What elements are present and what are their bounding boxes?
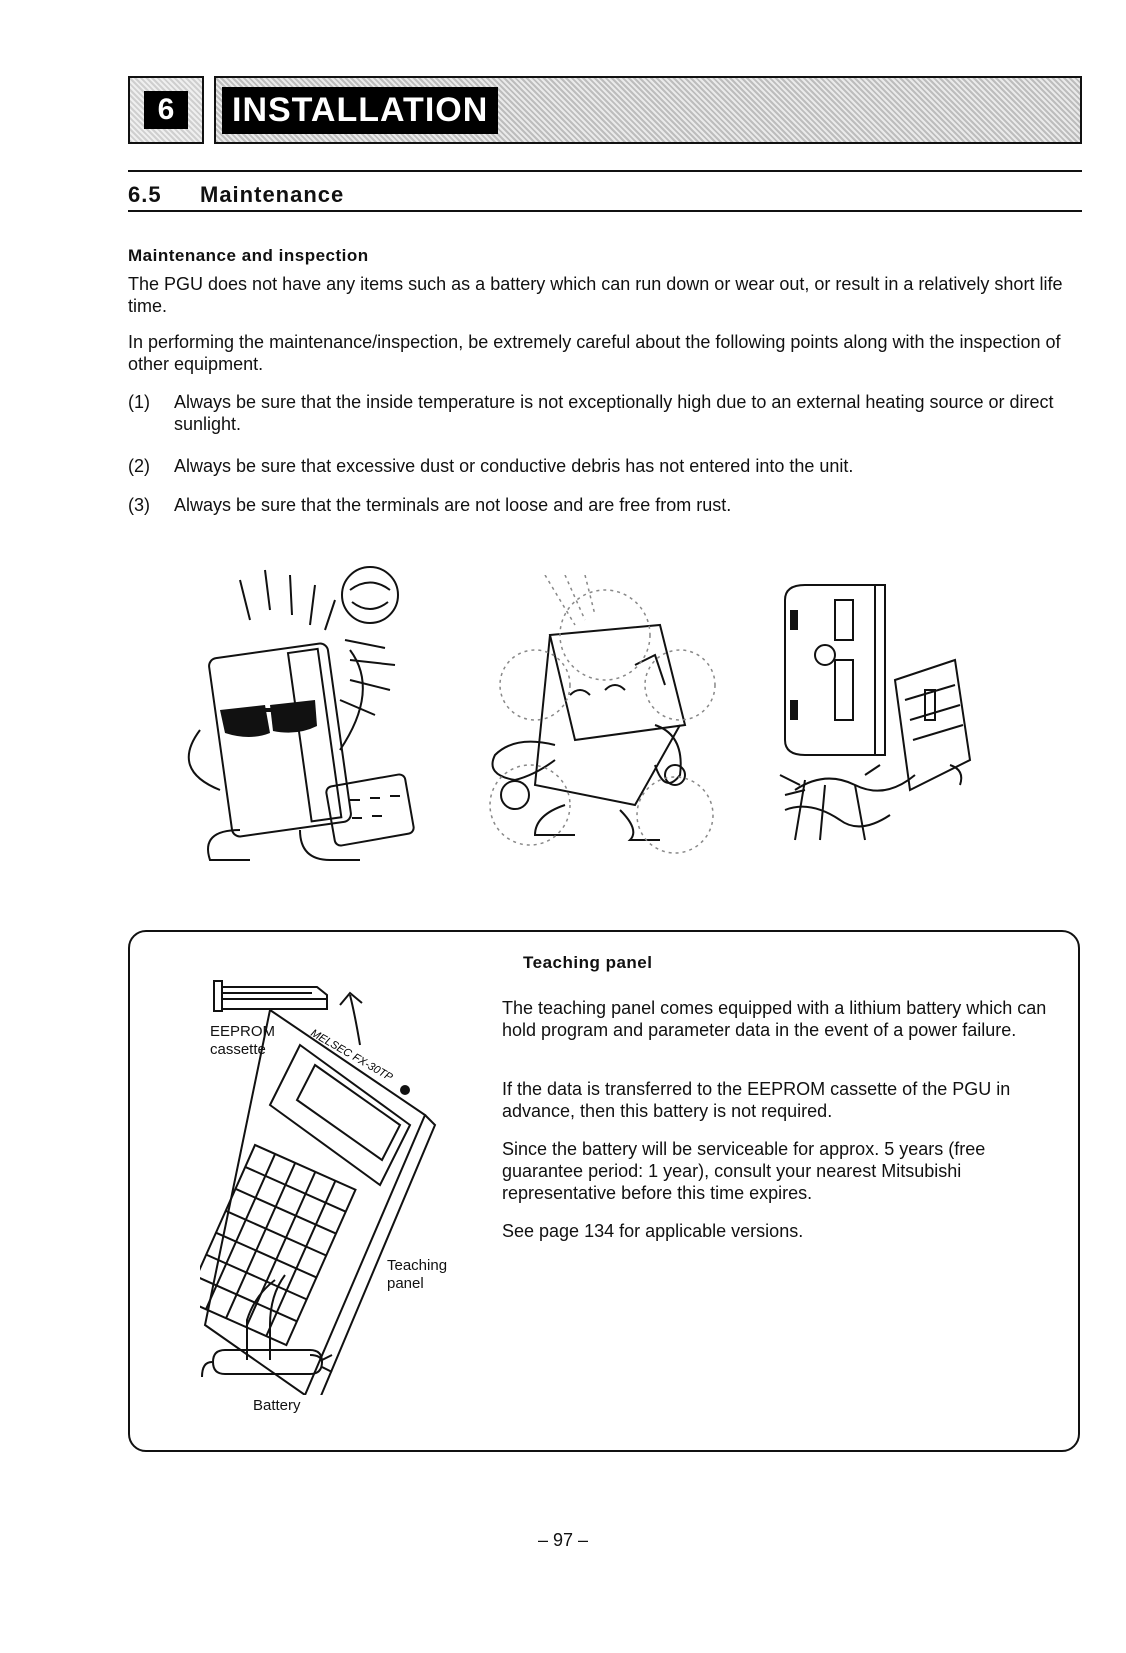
section-number: 6.5 [128, 182, 162, 207]
point-text: Always be sure that excessive dust or conductive debris has not entered into the unit. [174, 456, 854, 476]
panel-label: panel [387, 1275, 424, 1292]
point-text: Always be sure that the inside temperature is not exceptionally high due to an external heating source or direct sunlight. [174, 392, 1054, 434]
page-number: – 97 – [537, 1530, 589, 1550]
chapter-number: 6 [144, 91, 189, 129]
chapter-title-box [214, 76, 1082, 144]
section-rule-bottom [128, 210, 1082, 212]
section-name: Maintenance [200, 182, 345, 207]
chapter-number-box [128, 76, 204, 144]
battery-label: Battery [253, 1397, 301, 1414]
subheading: Maintenance and inspection [128, 246, 369, 265]
paragraph-1: The PGU does not have any items such as a battery which can run down or wear out, or result in a relatively short life time. [128, 274, 1063, 316]
teaching-panel-paragraph-4: See page 134 for applicable versions. [502, 1221, 804, 1241]
section-title [128, 182, 344, 208]
device-brand-label: MELSEC FX-30TP [308, 1027, 395, 1084]
point-text: Always be sure that the terminals are not loose and are free from rust. [174, 495, 732, 515]
chapter-title: INSTALLATION [222, 87, 498, 134]
teaching-panel-paragraph-3: Since the battery will be serviceable for approx. 5 years (free guarantee period: 1 year), consult your nearest Mitsubishi representative before this time expires. [502, 1139, 986, 1203]
paragraph-2: In performing the maintenance/inspection, be extremely careful about the following points along with the inspection of other equipment. [128, 332, 1061, 374]
teaching-panel-paragraph-2: If the data is transferred to the EEPROM cassette of the PGU in advance, then this battery is not required. [502, 1079, 1011, 1121]
teaching-label: Teaching [387, 1257, 448, 1274]
point-number: (2) [128, 456, 150, 476]
section-rule-top [128, 170, 1082, 172]
point-1 [128, 391, 1078, 435]
point-2 [128, 455, 1078, 477]
illustration-heat [180, 560, 440, 870]
cassette-label: cassette [210, 1041, 266, 1058]
eeprom-label: EEPROM [210, 1023, 276, 1040]
illustration-terminals [765, 580, 975, 860]
teaching-panel-paragraph-1: The teaching panel comes equipped with a lithium battery which can hold program and parameter data in the event of a power failure. [502, 998, 1047, 1040]
point-3 [128, 494, 1078, 516]
illustration-dust [475, 575, 730, 875]
teaching-panel-heading: Teaching panel [523, 953, 653, 972]
point-number: (1) [128, 392, 150, 412]
point-number: (3) [128, 495, 150, 515]
